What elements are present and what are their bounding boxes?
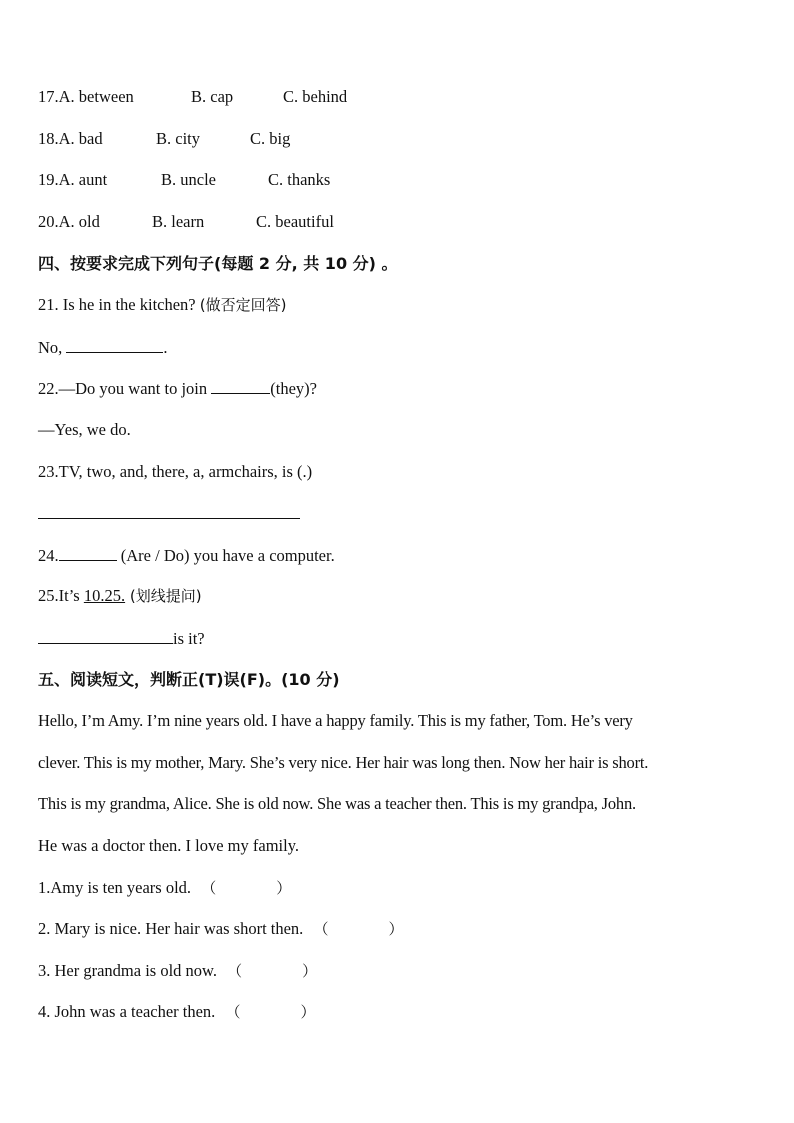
statement-text: 2. Mary is nice. Her hair was short then. [38,919,304,938]
passage-line-3: This is my grandma, Alice. She is old now. She was a teacher then. This is my grandpa, John. [38,794,636,813]
question-19 [38,170,331,190]
question-number: 19. [38,170,59,189]
answer-parentheses[interactable]: （ ） [227,962,318,980]
question-20 [38,212,334,232]
option-c: C. thanks [268,170,331,189]
section-5-heading: 五、阅读短文，判断正(T)误(F)。(10 分) [38,670,340,689]
statement-4 [38,1002,315,1022]
answer-blank[interactable] [211,378,270,394]
statement-3 [38,961,317,981]
answer-line-23[interactable] [38,518,300,519]
question-text: 25.It’s [38,586,84,605]
statement-1 [38,878,291,898]
question-text: 21. Is he in the kitchen? [38,295,200,314]
answer-blank[interactable] [38,628,173,644]
answer-blank[interactable] [59,545,117,561]
option-b: B. city [156,129,200,148]
answer-blank[interactable] [66,337,163,353]
question-25 [38,586,202,606]
answer-suffix: . [163,338,168,357]
option-b: B. cap [191,87,234,106]
option-a: A. between [58,87,134,106]
question-23: 23.TV, two, and, there, a, armchairs, is (.) [38,462,313,481]
question-number: 18. [38,129,59,148]
answer-25 [38,628,205,649]
passage-line-4: He was a doctor then. I love my family. [38,836,300,855]
passage-line-2: clever. This is my mother, Mary. She’s very nice. Her hair was long then. Now her hair is short. [38,753,649,772]
question-text: 22.—Do you want to join [38,379,212,398]
underlined-time: 10.25. [83,586,126,605]
option-a: A. old [58,212,100,231]
answer-parentheses[interactable]: （ ） [225,1003,316,1021]
question-text: (Are / Do) you have a computer. [116,546,335,565]
statement-text: 1.Amy is ten years old. [38,878,192,897]
option-a: A. aunt [58,170,108,189]
instruction-note: (做否定回答) [199,296,287,314]
statement-text: 3. Her grandma is old now. [38,961,218,980]
question-17 [38,87,348,107]
instruction-note: (划线提问) [125,587,202,605]
option-c: C. behind [283,87,348,106]
answer-suffix: is it? [173,629,205,648]
option-b: B. uncle [161,170,216,189]
question-24 [38,545,335,566]
passage-line-1: Hello, I’m Amy. I’m nine years old. I have a happy family. This is my father, Tom. He’s very [38,711,633,730]
option-c: C. beautiful [256,212,334,231]
answer-prefix: No, [38,338,67,357]
answer-parentheses[interactable]: （ ） [313,920,404,938]
option-a: A. bad [58,129,103,148]
question-21 [38,295,286,315]
option-c: C. big [250,129,291,148]
answer-parentheses[interactable]: （ ） [201,879,292,897]
question-22 [38,378,317,399]
answer-21 [38,337,168,358]
option-b: B. learn [152,212,205,231]
section-4-heading: 四、按要求完成下列句子(每题 2 分, 共 10 分) 。 [38,254,398,273]
statement-2 [38,919,403,939]
question-18 [38,129,291,149]
question-number: 20. [38,212,59,231]
question-text-after: (they)? [270,379,317,398]
question-number: 24. [38,546,59,565]
reply-22: —Yes, we do. [38,420,131,439]
statement-text: 4. John was a teacher then. [38,1002,216,1021]
question-number: 17. [38,87,59,106]
